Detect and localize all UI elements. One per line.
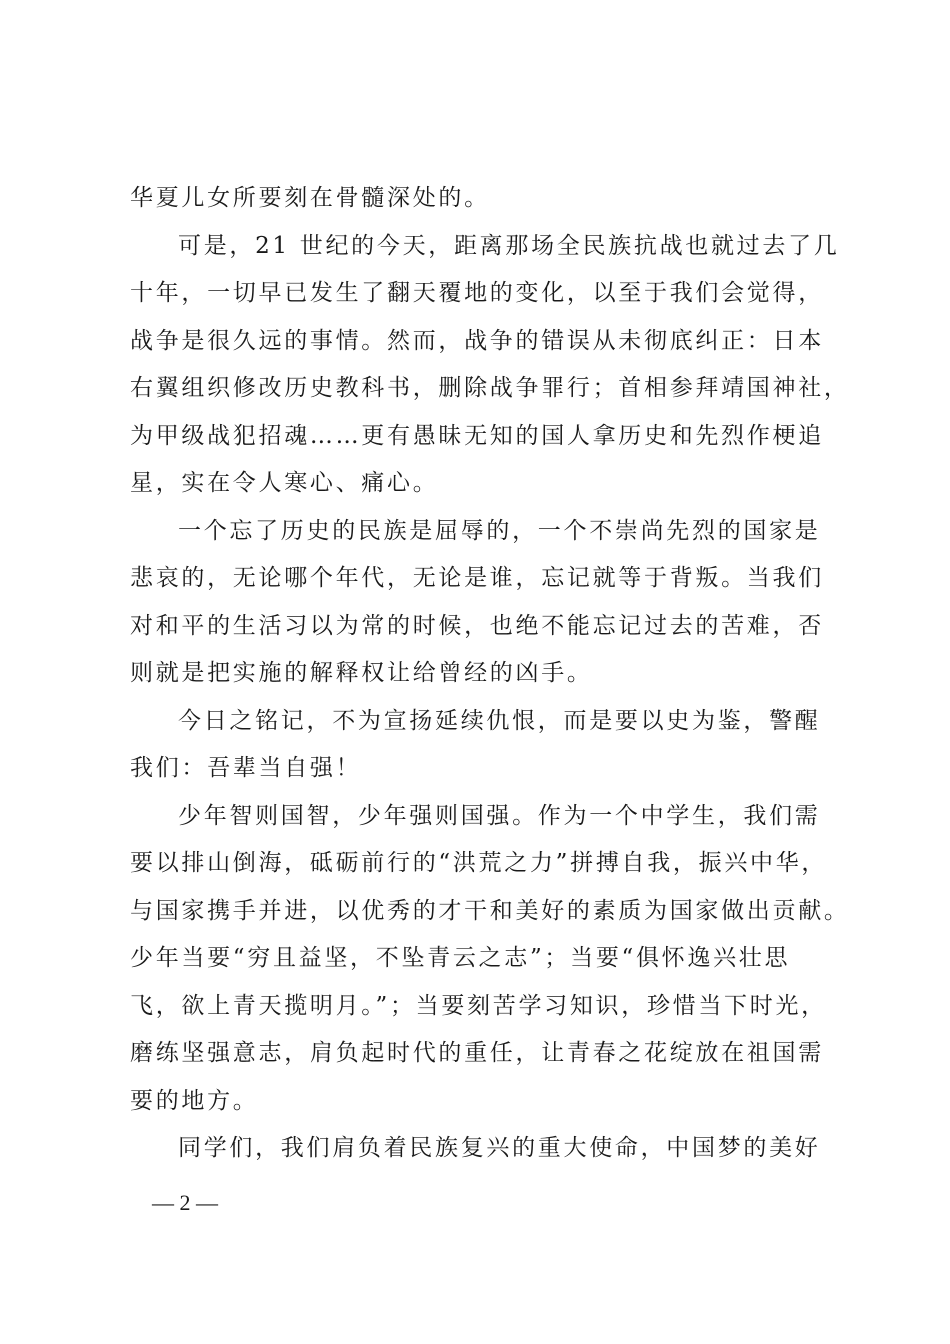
text-line: 飞，欲上青天揽明月。”；当要刻苦学习知识，珍惜当下时光， — [130, 992, 827, 1019]
text-line: 十年，一切早已发生了翻天覆地的变化，以至于我们会觉得， — [130, 280, 824, 306]
text-line: 要以排山倒海，砥砺前行的“洪荒之力”拼搏自我，振兴中华， — [130, 850, 828, 876]
text-line: 悲哀的，无论哪个年代，无论是谁，忘记就等于背叛。当我们 — [130, 565, 824, 591]
page-number: — 2 — — [152, 1190, 218, 1215]
text-line: 对和平的生活习以为常的时候，也绝不能忘记过去的苦难，否 — [130, 612, 824, 639]
paragraph-start-line: 少年智则国智，少年强则国强。作为一个中学生，我们需 — [178, 802, 821, 829]
text-line: 与国家携手并进，以优秀的才干和美好的素质为国家做出贡献。 — [130, 897, 850, 924]
paragraph-start-line: 可是，21 世纪的今天，距离那场全民族抗战也就过去了几 — [178, 232, 840, 259]
paragraph-start-line: 今日之铭记，不为宣扬延续仇恨，而是要以史为鉴，警醒 — [178, 707, 821, 734]
text-line: 磨练坚强意志，肩负起时代的重任，让青春之花绽放在祖国需 — [130, 1040, 824, 1066]
text-line: 要的地方。 — [130, 1087, 259, 1114]
text-line: 为甲级战犯招魂……更有愚昧无知的国人拿历史和先烈作梗追 — [130, 422, 824, 449]
paragraph-start-line: 同学们，我们肩负着民族复兴的重大使命，中国梦的美好 — [178, 1135, 821, 1161]
paragraph-start-line: 一个忘了历史的民族是屈辱的，一个不崇尚先烈的国家是 — [178, 517, 821, 544]
text-line: 少年当要“穷且益坚，不坠青云之志”；当要“俱怀逸兴壮思 — [130, 945, 791, 971]
body-text — [130, 175, 850, 1173]
text-line: 则就是把实施的解释权让给曾经的凶手。 — [130, 660, 593, 686]
text-line: 右翼组织修改历史教科书，删除战争罪行；首相参拜靖国神社， — [130, 375, 850, 401]
text-line: 我们：吾辈当自强！ — [130, 755, 362, 781]
text-line: 战争是很久远的事情。然而，战争的错误从未彻底纠正：日本 — [130, 327, 824, 354]
text-line: 星，实在令人寒心、痛心。 — [130, 470, 439, 496]
text-line: 华夏儿女所要刻在骨髓深处的。 — [130, 185, 490, 211]
